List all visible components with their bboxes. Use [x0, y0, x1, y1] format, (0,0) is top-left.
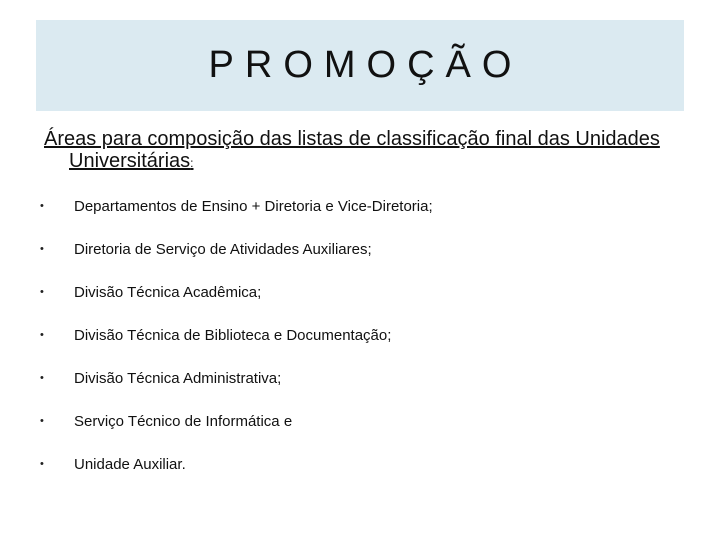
title-banner: [36, 20, 684, 111]
list-item-text: Divisão Técnica de Biblioteca e Documentação;: [74, 326, 392, 344]
bullet-marker: •: [40, 286, 44, 298]
bullet-marker: •: [40, 458, 44, 470]
list-item-text: Unidade Auxiliar.: [74, 455, 186, 473]
subtitle-text: Áreas para composição das listas de classificação final das Unidades Universitárias: [44, 128, 660, 172]
list-item: [40, 280, 261, 304]
list-item: [40, 366, 281, 390]
bullet-marker: •: [40, 415, 44, 427]
list-item-text: Serviço Técnico de Informática e: [74, 412, 293, 430]
slide-subtitle: [44, 128, 689, 174]
slide-title: PROMOÇÃO: [208, 44, 523, 86]
list-item: [40, 323, 391, 347]
list-item-text: Divisão Técnica Administrativa;: [74, 369, 282, 387]
list-item: [40, 409, 292, 433]
list-item: [40, 452, 186, 476]
bullet-marker: •: [40, 243, 44, 255]
list-item: [40, 194, 433, 218]
list-item-text: Divisão Técnica Acadêmica;: [74, 283, 262, 301]
bullet-marker: •: [40, 200, 44, 212]
bullet-marker: •: [40, 372, 44, 384]
subtitle-colon: :: [190, 156, 194, 170]
list-item: [40, 237, 372, 261]
list-item-text: Departamentos de Ensino + Diretoria e Vice-Diretoria;: [74, 197, 433, 215]
list-item-text: Diretoria de Serviço de Atividades Auxiliares;: [74, 240, 372, 258]
bullet-marker: •: [40, 329, 44, 341]
